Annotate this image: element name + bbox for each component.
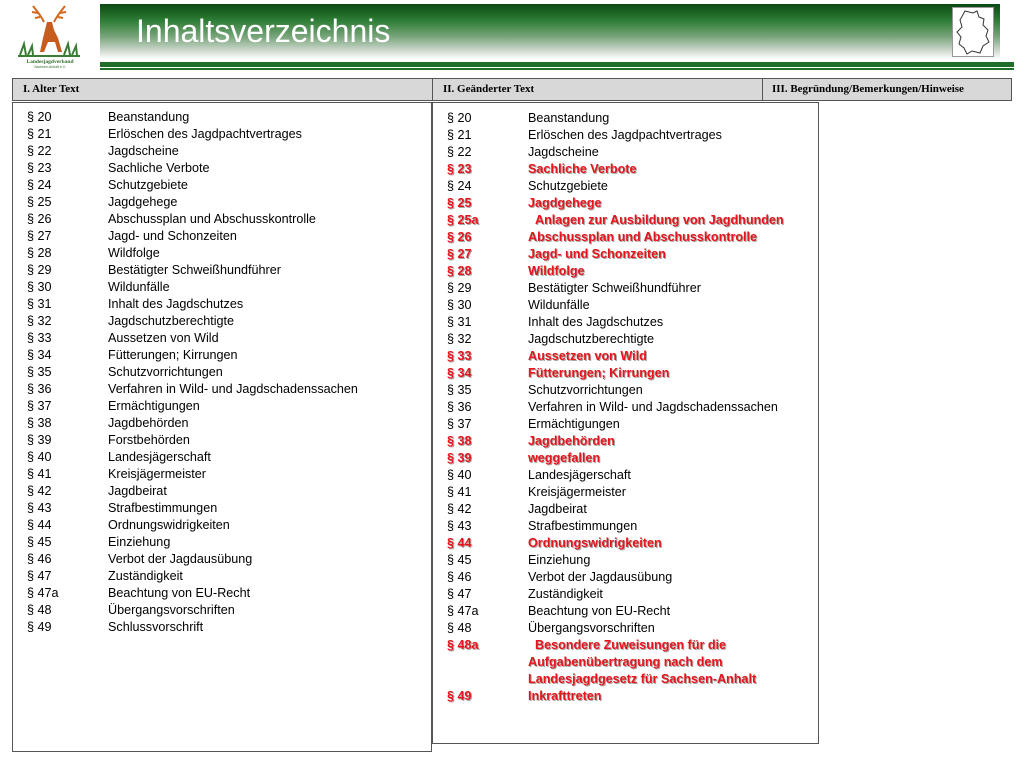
old-text-item bbox=[13, 398, 358, 415]
old-text-item bbox=[13, 177, 358, 194]
changed-text-item bbox=[433, 552, 803, 569]
section-title: Ermächtigungen bbox=[528, 417, 620, 431]
section-number: § 47a bbox=[27, 586, 59, 600]
section-title: Jagd- und Schonzeiten bbox=[108, 229, 237, 243]
saxony-anhalt-map-icon bbox=[953, 8, 993, 56]
changed-text-item bbox=[433, 382, 803, 399]
section-title: Inkrafttreten bbox=[528, 689, 602, 703]
old-text-item bbox=[13, 466, 358, 483]
changed-text-item bbox=[433, 331, 803, 348]
section-title: Jagd- und Schonzeiten bbox=[528, 247, 666, 261]
section-title: Zuständigkeit bbox=[528, 587, 603, 601]
section-number: § 22 bbox=[447, 145, 472, 159]
header-rule bbox=[100, 62, 1014, 67]
changed-text-item bbox=[433, 161, 803, 178]
section-title: Wildunfälle bbox=[528, 298, 590, 312]
old-text-item bbox=[13, 262, 358, 279]
old-text-item bbox=[13, 211, 358, 228]
changed-text-item bbox=[433, 127, 803, 144]
section-number: § 48a bbox=[447, 638, 479, 652]
changed-text-item bbox=[433, 433, 803, 450]
section-title: Besondere Zuweisungen für die Aufgabenübertragung nach dem Landesjagdgesetz für Sachsen-Anhalt bbox=[528, 638, 757, 686]
section-title: Bestätigter Schweißhundführer bbox=[528, 281, 701, 295]
section-number: § 41 bbox=[447, 485, 472, 499]
section-number: § 20 bbox=[447, 111, 472, 125]
section-number: § 36 bbox=[447, 400, 472, 414]
section-number: § 35 bbox=[447, 383, 472, 397]
section-title: Beachtung von EU-Recht bbox=[108, 586, 251, 600]
section-number: § 38 bbox=[447, 434, 472, 448]
section-number: § 22 bbox=[27, 144, 52, 158]
old-text-item bbox=[13, 381, 358, 398]
old-text-item bbox=[13, 143, 358, 160]
section-number: § 48 bbox=[447, 621, 472, 635]
section-number: § 44 bbox=[27, 518, 52, 532]
section-number: § 48 bbox=[27, 603, 52, 617]
section-title: Strafbestimmungen bbox=[528, 519, 638, 533]
section-title: Aussetzen von Wild bbox=[528, 349, 647, 363]
section-number: § 24 bbox=[27, 178, 52, 192]
section-title: Erlöschen des Jagdpachtvertrages bbox=[108, 127, 302, 141]
section-number: § 28 bbox=[27, 246, 52, 260]
section-title: Landesjägerschaft bbox=[528, 468, 631, 482]
old-text-item bbox=[13, 313, 358, 330]
section-title: Jagdbeirat bbox=[108, 484, 167, 498]
section-title: Jagdbeirat bbox=[528, 502, 587, 516]
changed-text-item bbox=[433, 637, 803, 688]
changed-text-item bbox=[433, 450, 803, 467]
changed-text-item bbox=[433, 399, 803, 416]
changed-text-list bbox=[433, 110, 803, 705]
changed-text-item bbox=[433, 280, 803, 297]
changed-text-item bbox=[433, 195, 803, 212]
section-number: § 42 bbox=[27, 484, 52, 498]
section-title: Beanstandung bbox=[528, 111, 610, 125]
section-number: § 27 bbox=[27, 229, 52, 243]
old-text-item bbox=[13, 279, 358, 296]
logo-subtext: Sachsen-Anhalt e.V. bbox=[34, 65, 66, 69]
section-number: § 31 bbox=[27, 297, 52, 311]
changed-text-item bbox=[433, 212, 803, 229]
section-title: Abschussplan und Abschusskontrolle bbox=[108, 212, 316, 226]
section-title: Jagdscheine bbox=[528, 145, 599, 159]
section-title: Beanstandung bbox=[108, 110, 190, 124]
section-title: Ordnungswidrigkeiten bbox=[528, 536, 662, 550]
changed-text-item bbox=[433, 569, 803, 586]
section-number: § 25a bbox=[447, 213, 479, 227]
section-number: § 47 bbox=[447, 587, 472, 601]
section-title: Anlagen zur Ausbildung von Jagdhunden bbox=[528, 213, 784, 227]
changed-text-item bbox=[433, 501, 803, 518]
old-text-panel bbox=[12, 102, 432, 752]
section-number: § 32 bbox=[27, 314, 52, 328]
old-text-item bbox=[13, 296, 358, 313]
section-title: Wildfolge bbox=[108, 246, 160, 260]
old-text-item bbox=[13, 483, 358, 500]
section-title: Sachliche Verbote bbox=[108, 161, 210, 175]
section-number: § 40 bbox=[447, 468, 472, 482]
section-number: § 21 bbox=[27, 127, 52, 141]
section-title: Schlussvorschrift bbox=[108, 620, 204, 634]
changed-text-item bbox=[433, 535, 803, 552]
section-title: Übergangsvorschriften bbox=[108, 603, 235, 617]
column-header-remarks: III. Begründung/Bemerkungen/Hinweise bbox=[772, 83, 964, 95]
changed-text-item bbox=[433, 110, 803, 127]
old-text-item bbox=[13, 415, 358, 432]
section-title: Verbot der Jagdausübung bbox=[108, 552, 253, 566]
section-title: Aussetzen von Wild bbox=[108, 331, 219, 345]
section-title: Jagdbehörden bbox=[108, 416, 189, 430]
title-bar bbox=[100, 4, 1000, 59]
old-text-item bbox=[13, 551, 358, 568]
old-text-item bbox=[13, 330, 358, 347]
section-number: § 23 bbox=[27, 161, 52, 175]
changed-text-item bbox=[433, 246, 803, 263]
old-text-item bbox=[13, 194, 358, 211]
section-number: § 23 bbox=[447, 162, 472, 176]
logo-text: Landesjagdverband bbox=[26, 59, 74, 65]
old-text-item bbox=[13, 109, 358, 126]
section-number: § 30 bbox=[447, 298, 472, 312]
section-number: § 46 bbox=[447, 570, 472, 584]
changed-text-item bbox=[433, 518, 803, 535]
changed-text-item bbox=[433, 144, 803, 161]
changed-text-item bbox=[433, 688, 803, 705]
old-text-item bbox=[13, 585, 358, 602]
section-number: § 39 bbox=[447, 451, 472, 465]
old-text-item bbox=[13, 364, 358, 381]
section-number: § 45 bbox=[447, 553, 472, 567]
changed-text-panel bbox=[432, 102, 819, 744]
section-number: § 37 bbox=[27, 399, 52, 413]
section-number: § 26 bbox=[447, 230, 472, 244]
section-number: § 39 bbox=[27, 433, 52, 447]
changed-text-item bbox=[433, 620, 803, 637]
changed-text-item bbox=[433, 178, 803, 195]
section-title: Schutzvorrichtungen bbox=[108, 365, 223, 379]
section-number: § 25 bbox=[27, 195, 52, 209]
old-text-item bbox=[13, 619, 358, 636]
changed-text-item bbox=[433, 297, 803, 314]
section-title: weggefallen bbox=[528, 451, 601, 465]
section-number: § 21 bbox=[447, 128, 472, 142]
section-number: § 41 bbox=[27, 467, 52, 481]
old-text-item bbox=[13, 126, 358, 143]
changed-text-item bbox=[433, 348, 803, 365]
section-number: § 43 bbox=[447, 519, 472, 533]
section-number: § 25 bbox=[447, 196, 472, 210]
section-title: Landesjägerschaft bbox=[108, 450, 211, 464]
changed-text-item bbox=[433, 416, 803, 433]
section-number: § 46 bbox=[27, 552, 52, 566]
old-text-list bbox=[13, 109, 358, 636]
section-number: § 33 bbox=[27, 331, 52, 345]
old-text-item bbox=[13, 500, 358, 517]
section-title: Inhalt des Jagdschutzes bbox=[108, 297, 244, 311]
column-header-row bbox=[12, 78, 1012, 101]
section-title: Jagdbehörden bbox=[528, 434, 615, 448]
section-title: Verbot der Jagdausübung bbox=[528, 570, 673, 584]
section-title: Forstbehörden bbox=[108, 433, 190, 447]
changed-text-item bbox=[433, 365, 803, 382]
old-text-item bbox=[13, 160, 358, 177]
old-text-item bbox=[13, 347, 358, 364]
old-text-item bbox=[13, 517, 358, 534]
section-number: § 29 bbox=[27, 263, 52, 277]
section-title: Verfahren in Wild- und Jagdschadenssachen bbox=[528, 400, 778, 414]
section-title: Einziehung bbox=[528, 553, 591, 567]
section-title: Einziehung bbox=[108, 535, 171, 549]
changed-text-item bbox=[433, 586, 803, 603]
section-number: § 24 bbox=[447, 179, 472, 193]
section-number: § 47a bbox=[447, 604, 479, 618]
section-title: Abschussplan und Abschusskontrolle bbox=[528, 230, 758, 244]
section-number: § 49 bbox=[447, 689, 472, 703]
section-title: Strafbestimmungen bbox=[108, 501, 218, 515]
section-title: Jagdschutzberechtigte bbox=[108, 314, 235, 328]
section-number: § 33 bbox=[447, 349, 472, 363]
section-title: Wildfolge bbox=[528, 264, 585, 278]
logo bbox=[0, 0, 100, 70]
section-number: § 30 bbox=[27, 280, 52, 294]
section-title: Erlöschen des Jagdpachtvertrages bbox=[528, 128, 722, 142]
changed-text-item bbox=[433, 467, 803, 484]
section-number: § 44 bbox=[447, 536, 472, 550]
changed-text-item bbox=[433, 484, 803, 501]
section-number: § 49 bbox=[27, 620, 52, 634]
section-number: § 34 bbox=[447, 366, 472, 380]
section-number: § 37 bbox=[447, 417, 472, 431]
section-title: Jagdgehege bbox=[528, 196, 602, 210]
section-title: Sachliche Verbote bbox=[528, 162, 637, 176]
section-number: § 38 bbox=[27, 416, 52, 430]
deer-logo-icon bbox=[0, 0, 100, 70]
section-title: Kreisjägermeister bbox=[108, 467, 206, 481]
column-header-old-text: I. Alter Text bbox=[13, 79, 433, 100]
section-title: Schutzvorrichtungen bbox=[528, 383, 643, 397]
old-text-item bbox=[13, 432, 358, 449]
old-text-item bbox=[13, 449, 358, 466]
section-number: § 36 bbox=[27, 382, 52, 396]
section-title: Beachtung von EU-Recht bbox=[528, 604, 671, 618]
column-header-changed-text: II. Geänderter Text bbox=[433, 79, 763, 100]
section-title: Jagdschutzberechtigte bbox=[528, 332, 655, 346]
section-number: § 26 bbox=[27, 212, 52, 226]
section-title: Wildunfälle bbox=[108, 280, 170, 294]
old-text-item bbox=[13, 568, 358, 585]
section-title: Jagdgehege bbox=[108, 195, 178, 209]
section-number: § 20 bbox=[27, 110, 52, 124]
section-title: Fütterungen; Kirrungen bbox=[108, 348, 238, 362]
changed-text-item bbox=[433, 229, 803, 246]
section-number: § 34 bbox=[27, 348, 52, 362]
old-text-item bbox=[13, 245, 358, 262]
section-title: Schutzgebiete bbox=[528, 179, 608, 193]
section-number: § 35 bbox=[27, 365, 52, 379]
section-number: § 29 bbox=[447, 281, 472, 295]
section-title: Jagdscheine bbox=[108, 144, 179, 158]
section-number: § 27 bbox=[447, 247, 472, 261]
section-title: Übergangsvorschriften bbox=[528, 621, 655, 635]
section-title: Ordnungswidrigkeiten bbox=[108, 518, 230, 532]
section-title: Verfahren in Wild- und Jagdschadenssachen bbox=[108, 382, 358, 396]
section-number: § 32 bbox=[447, 332, 472, 346]
section-number: § 40 bbox=[27, 450, 52, 464]
section-title: Zuständigkeit bbox=[108, 569, 183, 583]
section-number: § 43 bbox=[27, 501, 52, 515]
section-number: § 42 bbox=[447, 502, 472, 516]
map-box bbox=[952, 7, 994, 57]
section-title: Schutzgebiete bbox=[108, 178, 188, 192]
section-number: § 45 bbox=[27, 535, 52, 549]
section-number: § 28 bbox=[447, 264, 472, 278]
section-title: Fütterungen; Kirrungen bbox=[528, 366, 670, 380]
section-title: Kreisjägermeister bbox=[528, 485, 626, 499]
changed-text-item bbox=[433, 314, 803, 331]
old-text-item bbox=[13, 228, 358, 245]
section-title: Ermächtigungen bbox=[108, 399, 200, 413]
page-title: Inhaltsverzeichnis bbox=[136, 13, 391, 49]
changed-text-item bbox=[433, 263, 803, 280]
changed-text-item bbox=[433, 603, 803, 620]
old-text-item bbox=[13, 602, 358, 619]
section-title: Bestätigter Schweißhundführer bbox=[108, 263, 281, 277]
old-text-item bbox=[13, 534, 358, 551]
header-rule-thin bbox=[100, 68, 1014, 70]
section-number: § 47 bbox=[27, 569, 52, 583]
section-number: § 31 bbox=[447, 315, 472, 329]
section-title: Inhalt des Jagdschutzes bbox=[528, 315, 664, 329]
